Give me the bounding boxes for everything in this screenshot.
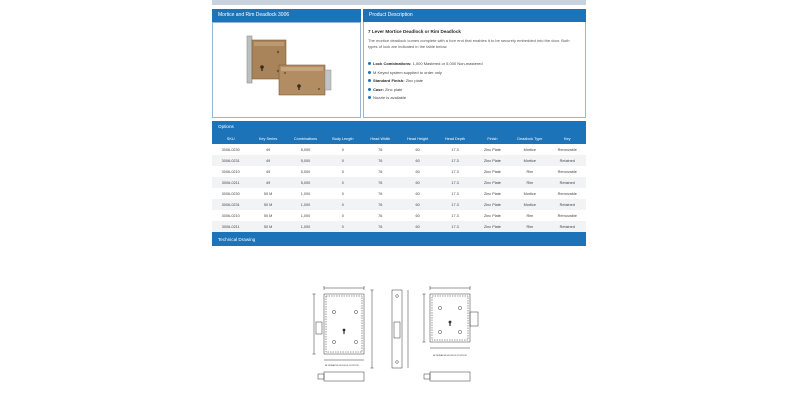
- cell-key: Retained: [549, 221, 586, 233]
- product-image-panel: [212, 22, 361, 118]
- feature-item: [368, 86, 483, 95]
- feature-item: [368, 60, 483, 69]
- product-photo: [213, 23, 360, 117]
- cell-head-width: 76: [378, 147, 383, 152]
- cell-head-width: 76: [378, 169, 383, 174]
- cell-finish: Zinc Plate: [474, 155, 511, 166]
- cell-combinations: 1,000: [300, 213, 311, 218]
- table-row: [212, 155, 586, 166]
- cell-head-height: 60: [415, 147, 420, 152]
- cell-head-width: 76: [362, 177, 399, 188]
- feature-value: M Keyed system supplied to order only: [373, 69, 442, 75]
- options-header-row: [212, 133, 586, 144]
- cell-combinations: 5,000: [300, 169, 311, 174]
- options-header: Options: [212, 121, 586, 133]
- cell-head-width: 76: [362, 155, 399, 166]
- cell-deadlock-type: Rim: [511, 177, 548, 188]
- cell-body-length: 0: [341, 169, 344, 174]
- feature-value: Zinc plate: [405, 78, 424, 83]
- bullet-icon: [368, 96, 371, 99]
- table-row: [212, 177, 586, 188]
- cell-sku: 3006-0211: [212, 177, 249, 188]
- cell-head-width: 76: [362, 199, 399, 210]
- cell-key: Removable: [557, 191, 577, 196]
- cell-deadlock-type: Rim: [526, 169, 534, 174]
- product-image-header: Mortice and Rim Deadlock 3006: [212, 9, 361, 22]
- options-table: [212, 133, 586, 233]
- cell-head-depth: 17.3: [436, 177, 473, 188]
- cell-key-series: 49: [249, 177, 286, 188]
- col-sku: SKU: [212, 133, 249, 144]
- feature-label: Lock Combinations:: [373, 61, 412, 66]
- cell-sku: 3006-0210: [221, 169, 240, 174]
- bullet-icon: [368, 71, 371, 74]
- cell-body-length: 0: [324, 221, 361, 233]
- cell-head-depth: 17.3: [436, 221, 473, 233]
- cell-sku: 3006-0231: [212, 199, 249, 210]
- cell-key: Retained: [549, 155, 586, 166]
- feature-label: Standard Finish:: [373, 78, 405, 83]
- cell-deadlock-type: Rim: [526, 213, 534, 218]
- drawing-mortice-body: [324, 294, 364, 354]
- cell-combinations: 5,000: [300, 147, 311, 152]
- bullet-icon: [368, 62, 371, 65]
- cell-key-series: 50 M: [263, 213, 273, 218]
- cell-head-width: 76: [378, 213, 383, 218]
- cell-head-depth: 17.3: [436, 199, 473, 210]
- cell-head-height: 60: [415, 213, 420, 218]
- cell-body-length: 0: [341, 213, 344, 218]
- col-head-height: Head Height: [399, 133, 436, 144]
- feature-value: Zinc plate: [385, 86, 403, 92]
- cell-combinations: 1,000: [287, 199, 324, 210]
- cell-key-series: 50 M: [263, 191, 273, 196]
- bullet-icon: [368, 88, 371, 91]
- table-row: [212, 221, 586, 233]
- col-key-series: Key Series: [249, 133, 286, 144]
- top-rule: [212, 0, 586, 5]
- cell-key-series: 50 M: [249, 221, 286, 233]
- cell-head-height: 60: [399, 199, 436, 210]
- table-row: [212, 210, 586, 221]
- drawing-note-right: ALTERNATIVE KEYHOLE POSITION: [433, 355, 467, 357]
- col-head-width: Head Width: [362, 133, 399, 144]
- cell-key: Retained: [549, 177, 586, 188]
- cell-combinations: 5,000: [287, 177, 324, 188]
- drawing-faceplate: [392, 290, 402, 368]
- rim-staple: [325, 70, 331, 90]
- drawing-note-left: ALTERNATIVE KEYHOLE POSITION: [325, 365, 359, 367]
- cell-finish: Zinc Plate: [474, 177, 511, 188]
- drawing-rim-profile: [430, 372, 470, 381]
- mortice-faceplate: [247, 36, 252, 83]
- cell-finish: Zinc Plate: [483, 191, 501, 196]
- feature-list: [368, 60, 483, 103]
- cell-deadlock-type: Mortice: [523, 147, 537, 152]
- cell-head-depth: 17.3: [451, 191, 459, 196]
- cell-combinations: 5,000: [287, 155, 324, 166]
- cell-body-length: 0: [324, 199, 361, 210]
- cell-head-depth: 17.3: [451, 169, 459, 174]
- cell-body-length: 0: [341, 147, 344, 152]
- product-description-header: Product Description: [363, 9, 586, 22]
- feature-item: [368, 69, 483, 78]
- table-row: [212, 166, 586, 177]
- col-combinations: Combinations: [287, 133, 324, 144]
- product-body: The mortice deadlock comes complete with a fore end that enables it to be securely embedded into the door. Both types of lock are indicated in the table below.: [368, 38, 570, 49]
- cell-deadlock-type: Mortice: [511, 199, 548, 210]
- col-body-length: Body Length: [324, 133, 361, 144]
- cell-head-width: 76: [378, 191, 383, 196]
- col-finish: Finish: [474, 133, 511, 144]
- cell-body-length: 0: [324, 177, 361, 188]
- feature-value: 1,000 Mastered or 5,000 Non-mastered: [412, 61, 483, 66]
- cell-sku: 3006-0210: [221, 213, 240, 218]
- cell-head-depth: 17.3: [451, 213, 459, 218]
- feature-value: Nozzle is available: [373, 95, 407, 100]
- cell-combinations: 1,000: [300, 191, 311, 196]
- cell-deadlock-type: Mortice: [511, 155, 548, 166]
- cell-sku: 3006-0211: [212, 221, 249, 233]
- cell-key: Retained: [549, 199, 586, 210]
- cell-finish: Zinc Plate: [483, 147, 501, 152]
- col-key: Key: [549, 133, 586, 144]
- col-deadlock-type: Deadlock Type: [511, 133, 548, 144]
- cell-sku: 3006-0230: [221, 191, 240, 196]
- cell-combinations: 1,000: [287, 221, 324, 233]
- table-row: [212, 188, 586, 199]
- cell-deadlock-type: Rim: [511, 221, 548, 233]
- table-row: [212, 144, 586, 155]
- drawing-mortice-profile: [324, 372, 364, 381]
- cell-finish: Zinc Plate: [474, 221, 511, 233]
- cell-head-width: 76: [362, 221, 399, 233]
- cell-body-length: 0: [341, 191, 344, 196]
- feature-label: Case:: [373, 86, 384, 92]
- cell-key-series: 49: [265, 147, 271, 152]
- cell-finish: Zinc Plate: [474, 199, 511, 210]
- col-head-depth: Head Depth: [436, 133, 473, 144]
- cell-head-height: 60: [399, 155, 436, 166]
- cell-head-height: 60: [399, 177, 436, 188]
- cell-sku: 3006-0231: [212, 155, 249, 166]
- cell-head-height: 60: [415, 169, 420, 174]
- cell-key: Removable: [557, 169, 577, 174]
- cell-sku: 3006-0230: [221, 147, 240, 152]
- technical-drawing-header: Technical Drawing: [212, 233, 586, 246]
- feature-item: [368, 77, 483, 86]
- technical-drawing: [312, 282, 490, 388]
- cell-key: Removable: [557, 213, 577, 218]
- cell-key: Removable: [557, 147, 577, 152]
- cell-key-series: 49: [249, 155, 286, 166]
- cell-head-height: 60: [399, 221, 436, 233]
- drawing-rim-body: [430, 294, 470, 342]
- cell-key-series: 49: [265, 169, 271, 174]
- cell-key-series: 50 M: [249, 199, 286, 210]
- cell-body-length: 0: [324, 155, 361, 166]
- product-heading: 7 Lever Mortice Deadlock or Rim Deadlock: [368, 29, 461, 34]
- cell-finish: Zinc Plate: [483, 169, 501, 174]
- bullet-icon: [368, 79, 371, 82]
- cell-head-height: 60: [415, 191, 420, 196]
- cell-finish: Zinc Plate: [483, 213, 501, 218]
- cell-deadlock-type: Mortice: [523, 191, 537, 196]
- feature-item: [368, 94, 483, 103]
- cell-head-depth: 17.3: [451, 147, 459, 152]
- cell-head-depth: 17.3: [436, 155, 473, 166]
- table-row: [212, 199, 586, 210]
